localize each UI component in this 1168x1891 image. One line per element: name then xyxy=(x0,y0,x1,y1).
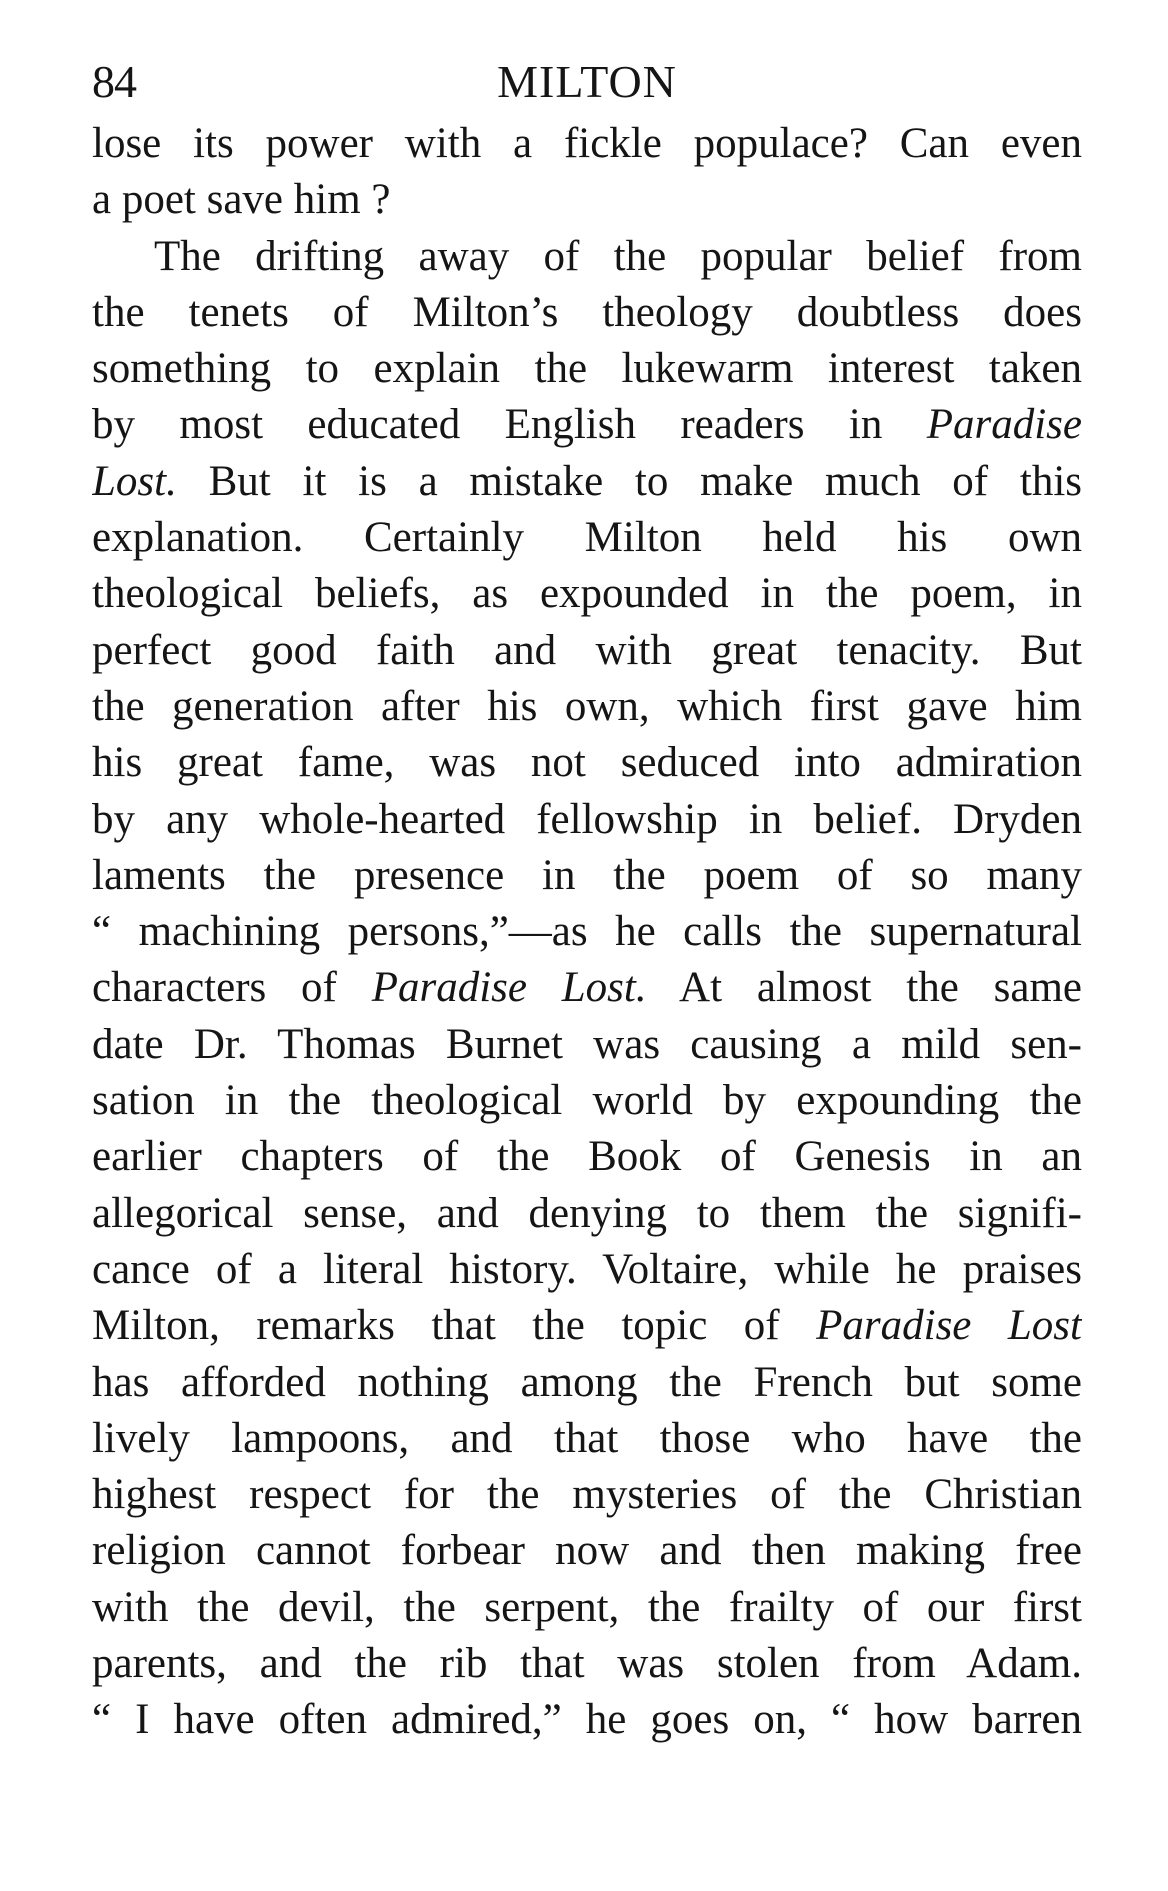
text-run: laments the presence in the poem of so many xyxy=(92,851,1082,899)
text-run: highest respect for the mysteries of the Christian xyxy=(92,1471,1082,1519)
text-run: perfect good faith and with great tenacity. But xyxy=(92,626,1082,674)
text-line xyxy=(92,116,1082,172)
text-run: “ machining persons,”—as he calls the supernatural xyxy=(92,908,1082,956)
text-line xyxy=(92,735,1082,791)
text-line xyxy=(92,1073,1082,1129)
text-line xyxy=(92,1355,1082,1411)
italic-title: Paradise xyxy=(926,401,1082,449)
text-run: earlier chapters of the Book of Genesis in an xyxy=(92,1133,1082,1181)
text-run: the generation after his own, which first gave him xyxy=(92,682,1082,730)
text-run: “ I have often admired,” he goes on, “ how barren xyxy=(92,1696,1082,1744)
text-line xyxy=(92,1242,1082,1298)
text-run: parents, and the rib that was stolen from Adam. xyxy=(92,1640,1082,1688)
text-run: a poet save him ? xyxy=(92,176,391,224)
text-line xyxy=(92,1636,1082,1692)
italic-title: Paradise Lost xyxy=(816,1302,1082,1350)
text-run: lose its power with a fickle populace? Can even xyxy=(92,120,1082,167)
text-line xyxy=(92,172,1082,228)
body-text xyxy=(92,116,1082,1749)
text-run: his great fame, was not seduced into admiration xyxy=(92,739,1082,787)
text-line xyxy=(92,1129,1082,1185)
text-line xyxy=(92,1298,1082,1354)
text-line xyxy=(92,904,1082,960)
text-run: But it is a mistake to make much of this xyxy=(176,457,1082,505)
text-line xyxy=(92,1186,1082,1242)
text-run: Milton, remarks that the topic of xyxy=(92,1302,817,1350)
text-line xyxy=(92,1467,1082,1523)
text-line xyxy=(92,566,1082,622)
text-line xyxy=(92,454,1082,510)
text-run: date Dr. Thomas Burnet was causing a mild sen- xyxy=(92,1020,1082,1068)
text-line xyxy=(92,792,1082,848)
text-run: by any whole-hearted fellowship in belief. Dryden xyxy=(92,795,1082,843)
page-number: 84 xyxy=(92,56,136,107)
text-line xyxy=(92,341,1082,397)
text-run: sation in the theological world by expounding the xyxy=(92,1077,1082,1125)
text-line xyxy=(92,510,1082,566)
italic-title: Paradise Lost. xyxy=(371,964,647,1012)
text-line xyxy=(92,397,1082,453)
text-line xyxy=(92,960,1082,1016)
text-run: The drifting away of the popular belief from xyxy=(154,232,1082,280)
text-run: by most educated English readers in xyxy=(92,401,927,449)
running-title: MILTON xyxy=(497,56,677,107)
text-line xyxy=(92,623,1082,679)
text-run: At almost the same xyxy=(646,964,1082,1012)
text-line xyxy=(92,1017,1082,1073)
italic-title: Lost. xyxy=(92,457,177,505)
book-page xyxy=(92,50,1082,1830)
text-run: the tenets of Milton’s theology doubtless does xyxy=(92,288,1082,336)
text-run: allegorical sense, and denying to them the signifi- xyxy=(92,1189,1082,1237)
text-line xyxy=(92,1523,1082,1579)
text-run: religion cannot forbear now and then making free xyxy=(92,1527,1082,1575)
text-run: something to explain the lukewarm interest taken xyxy=(92,345,1082,393)
text-run: characters of xyxy=(92,964,372,1012)
text-run: theological beliefs, as expounded in the poem, in xyxy=(92,570,1082,618)
text-run: with the devil, the serpent, the frailty of our first xyxy=(92,1583,1082,1631)
text-line xyxy=(92,1411,1082,1467)
text-run: lively lampoons, and that those who have the xyxy=(92,1414,1082,1462)
text-line xyxy=(92,679,1082,735)
text-run: cance of a literal history. Voltaire, while he praises xyxy=(92,1245,1082,1293)
text-line xyxy=(92,229,1082,285)
running-head xyxy=(92,50,1082,116)
text-line xyxy=(92,285,1082,341)
text-line xyxy=(92,848,1082,904)
text-run: explanation. Certainly Milton held his own xyxy=(92,514,1082,562)
text-run: has afforded nothing among the French but some xyxy=(92,1358,1082,1406)
text-line xyxy=(92,1692,1082,1748)
text-line xyxy=(92,1580,1082,1636)
